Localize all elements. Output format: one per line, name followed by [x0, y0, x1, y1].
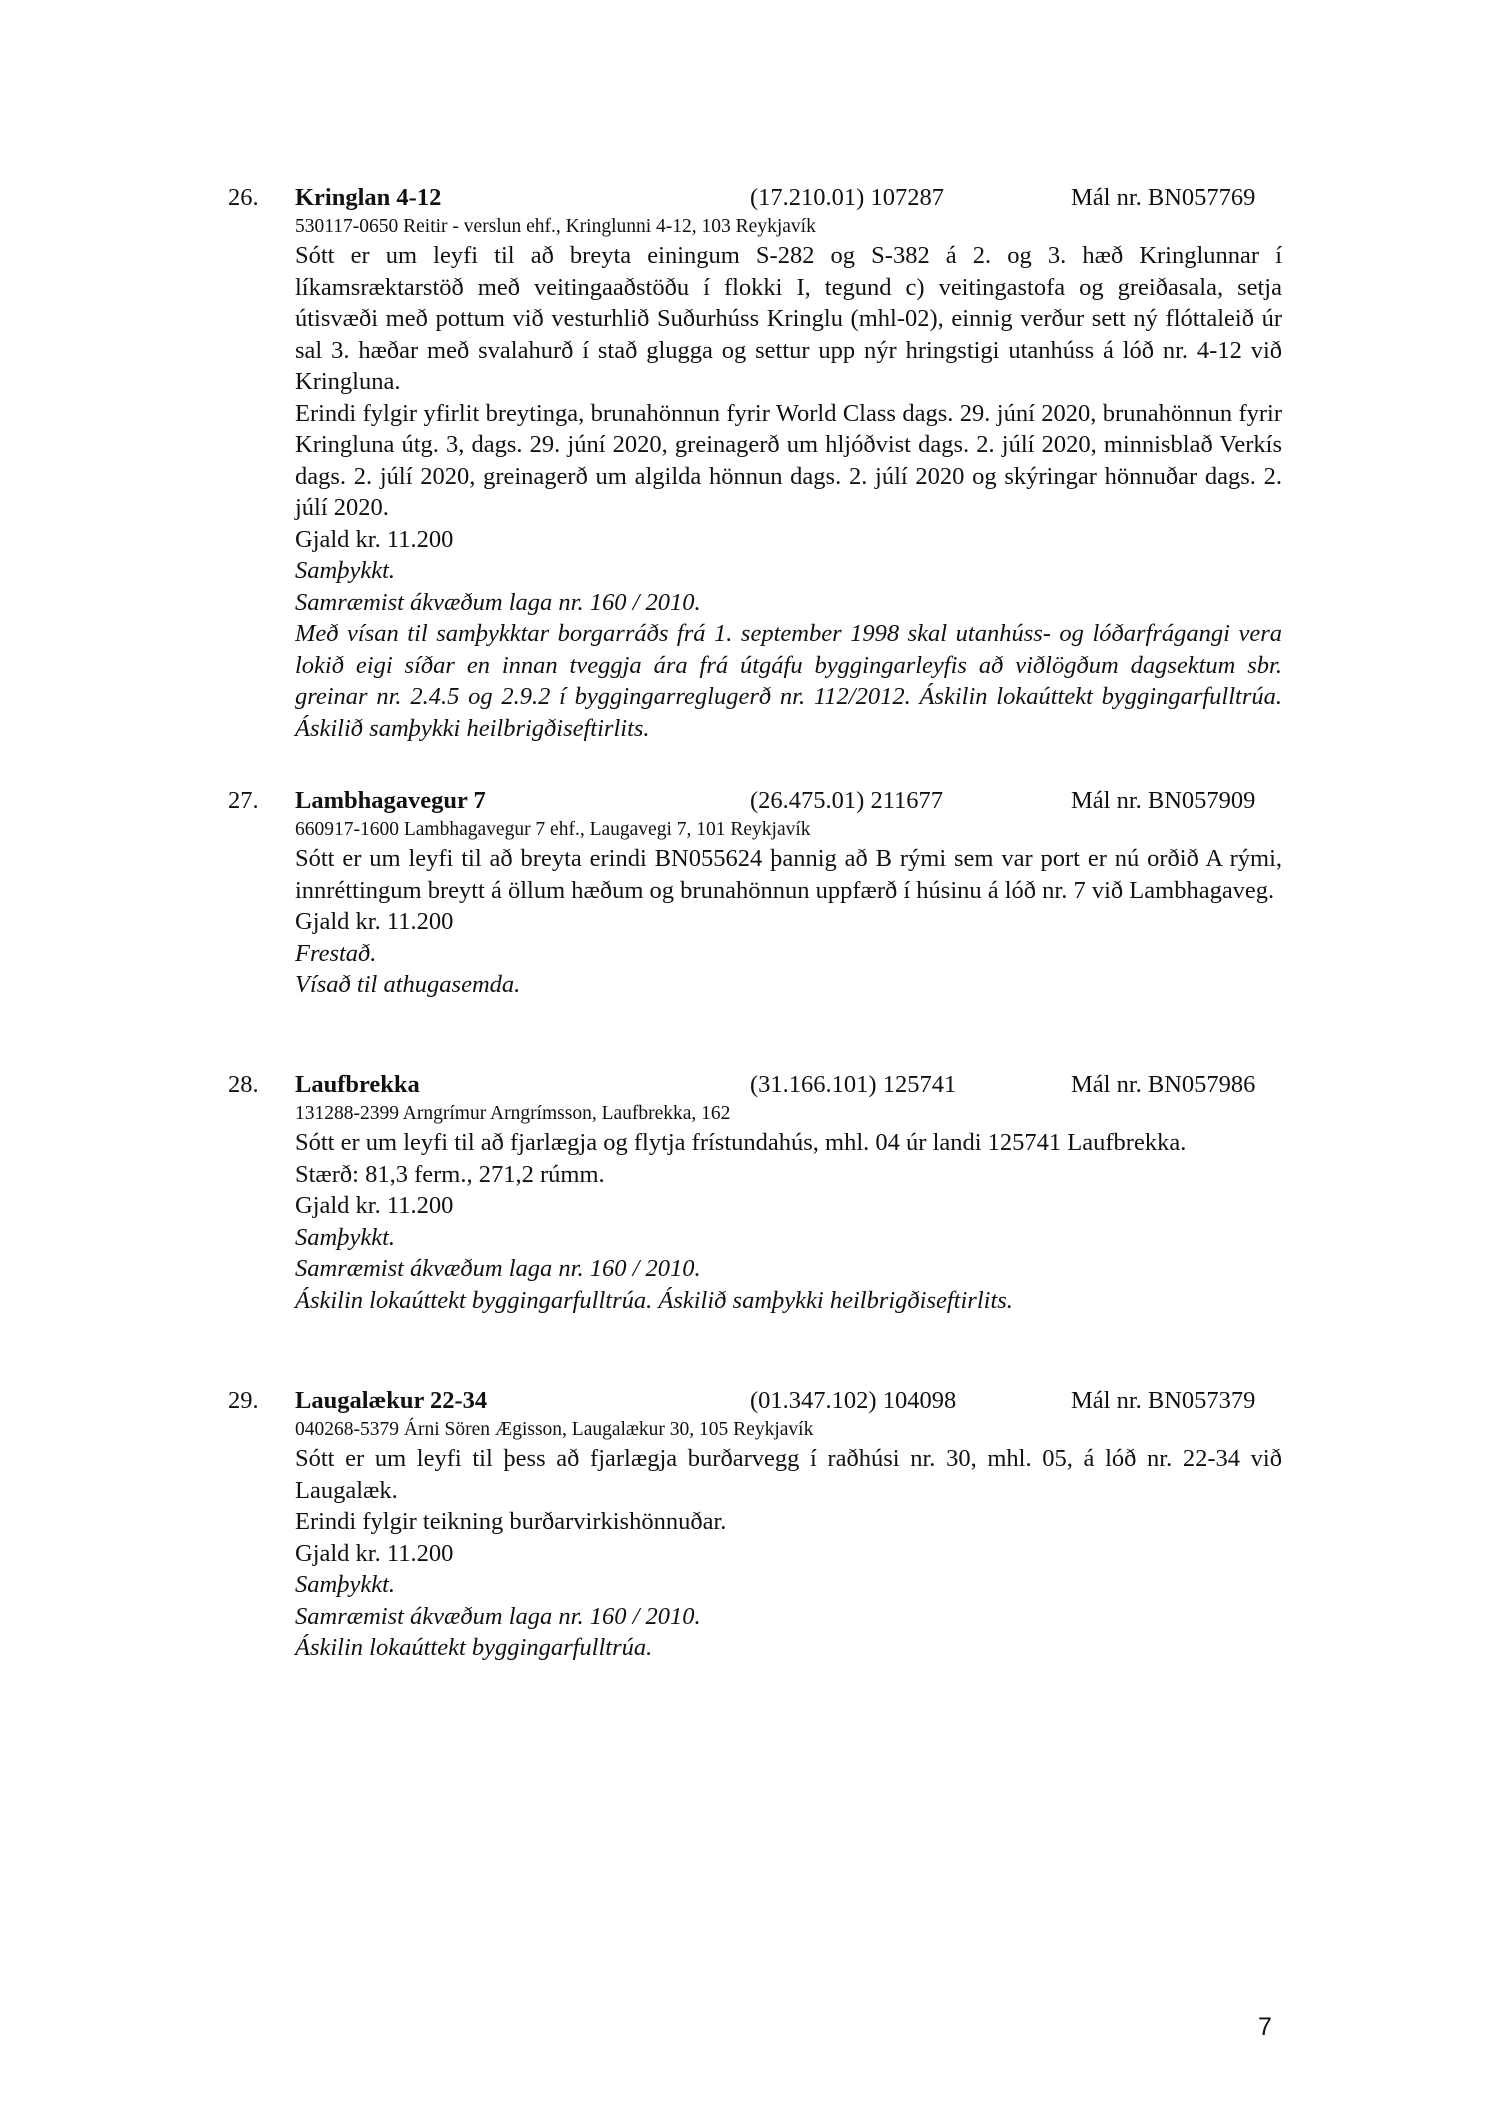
- item-header: [228, 1385, 1282, 1417]
- item-header: [228, 1069, 1282, 1101]
- agenda-item-26: [228, 182, 1282, 744]
- agenda-item-29: [228, 1385, 1282, 1664]
- item-fee: Gjald kr. 11.200: [295, 908, 454, 935]
- item-body: [295, 843, 1282, 1001]
- item-decision: Samþykkt.: [295, 1571, 395, 1598]
- item-applicant: 040268-5379 Árni Sören Ægisson, Laugalækur 30, 105 Reykjavík: [295, 1419, 814, 1440]
- item-fee: Gjald kr. 11.200: [295, 1192, 454, 1219]
- item-conditions: Áskilin lokaúttekt byggingarfulltrúa. Áskilið samþykki heilbrigðiseftirlits.: [295, 1286, 1013, 1314]
- item-note: Vísað til athugasemda.: [295, 971, 521, 998]
- item-law: Samræmist ákvæðum laga nr. 160 / 2010.: [295, 1255, 701, 1282]
- item-case-number: Mál nr. BN057909: [1071, 787, 1256, 814]
- item-attachments: Erindi fylgir teikning burðarvirkishönnuðar.: [295, 1508, 727, 1535]
- item-decision: Samþykkt.: [295, 1223, 395, 1251]
- item-applicant: 660917-1600 Lambhagavegur 7 ehf., Laugavegi 7, 101 Reykjavík: [295, 819, 811, 840]
- page-number: 7: [1258, 2013, 1272, 2041]
- item-number: 28.: [228, 1071, 259, 1098]
- item-body: [295, 240, 1282, 744]
- item-address: Lambhagavegur 7: [295, 787, 486, 814]
- item-decision: Frestað.: [295, 939, 377, 967]
- item-address: Laugalækur 22-34: [295, 1387, 488, 1414]
- item-body: [295, 1443, 1282, 1664]
- item-number: 29.: [228, 1387, 259, 1414]
- item-conditions: Áskilin lokaúttekt byggingarfulltrúa.: [295, 1634, 653, 1661]
- item-decision: Samþykkt.: [295, 557, 395, 584]
- item-size: Stærð: 81,3 ferm., 271,2 rúmm.: [295, 1160, 605, 1188]
- item-case-number: Mál nr. BN057986: [1071, 1071, 1256, 1098]
- item-case-number: Mál nr. BN057379: [1071, 1387, 1256, 1414]
- item-description: Sótt er um leyfi til að breyta einingum S-282 og S-382 á 2. og 3. hæð Kringlunnar í líkamsræktarstöð með veitingaaðstöðu í flokki I, tegund c) veitingastofa og greiðasala, setja útisvæði með pottum við vesturhlið Suðurhúss Kringlu (mhl-02), einnig verður sett ný flóttaleið úr sal 3. hæðar með svalahurð í stað glugga og settur upp nýr hringstigi utanhúss á lóð nr. 4-12 við Kringluna.: [295, 242, 1282, 395]
- item-description: Sótt er um leyfi til að breyta erindi BN055624 þannig að B rými sem var port er nú orðið A rými, innréttingum breytt á öllum hæðum og brunahönnun uppfærð í húsinu á lóð nr. 7 við Lambhagaveg.: [295, 845, 1282, 904]
- item-applicant: 530117-0650 Reitir - verslun ehf., Kringlunni 4-12, 103 Reykjavík: [295, 216, 816, 237]
- item-law: Samræmist ákvæðum laga nr. 160 / 2010.: [295, 1602, 701, 1630]
- agenda-item-28: [228, 1069, 1282, 1316]
- item-address: Laufbrekka: [295, 1071, 420, 1098]
- item-description: Sótt er um leyfi til þess að fjarlægja burðarvegg í raðhúsi nr. 30, mhl. 05, á lóð nr. 22-34 við Laugalæk.: [295, 1445, 1282, 1504]
- item-address: Kringlan 4-12: [295, 184, 442, 211]
- item-land-number: (01.347.102) 104098: [750, 1387, 957, 1414]
- item-body: [295, 1127, 1282, 1316]
- agenda-item-27: [228, 785, 1282, 1001]
- item-land-number: (31.166.101) 125741: [750, 1071, 957, 1098]
- item-case-number: Mál nr. BN057769: [1071, 184, 1256, 211]
- item-conditions: Með vísan til samþykktar borgarráðs frá 1. september 1998 skal utanhúss- og lóðarfrágangi vera lokið eigi síðar en innan tveggja ára frá útgáfu byggingarleyfis að viðlögðum dagsektum sbr. greinar nr. 2.4.5 og 2.9.2 í byggingarreglugerð nr. 112/2012. Áskilin lokaúttekt byggingarfulltrúa. Áskilið samþykki heilbrigðiseftirlits.: [295, 620, 1282, 742]
- item-fee: Gjald kr. 11.200: [295, 1539, 454, 1567]
- item-number: 27.: [228, 787, 259, 814]
- item-land-number: (26.475.01) 211677: [750, 787, 944, 814]
- item-fee: Gjald kr. 11.200: [295, 525, 454, 553]
- item-header: [228, 785, 1282, 817]
- item-land-number: (17.210.01) 107287: [750, 184, 944, 211]
- item-applicant: 131288-2399 Arngrímur Arngrímsson, Laufbrekka, 162: [295, 1103, 731, 1124]
- item-law: Samræmist ákvæðum laga nr. 160 / 2010.: [295, 588, 701, 616]
- item-attachments: Erindi fylgir yfirlit breytinga, brunahönnun fyrir World Class dags. 29. júní 2020, brunahönnun fyrir Kringluna útg. 3, dags. 29. júní 2020, greinagerð um hljóðvist dags. 2. júlí 2020, minnisblað Verkís dags. 2. júlí 2020, greinagerð um algilda hönnun dags. 2. júlí 2020 og skýringar hönnuðar dags. 2. júlí 2020.: [295, 399, 1282, 521]
- item-header: [228, 182, 1282, 214]
- item-description: Sótt er um leyfi til að fjarlægja og flytja frístundahús, mhl. 04 úr landi 125741 Laufbrekka.: [295, 1129, 1187, 1156]
- item-number: 26.: [228, 184, 259, 211]
